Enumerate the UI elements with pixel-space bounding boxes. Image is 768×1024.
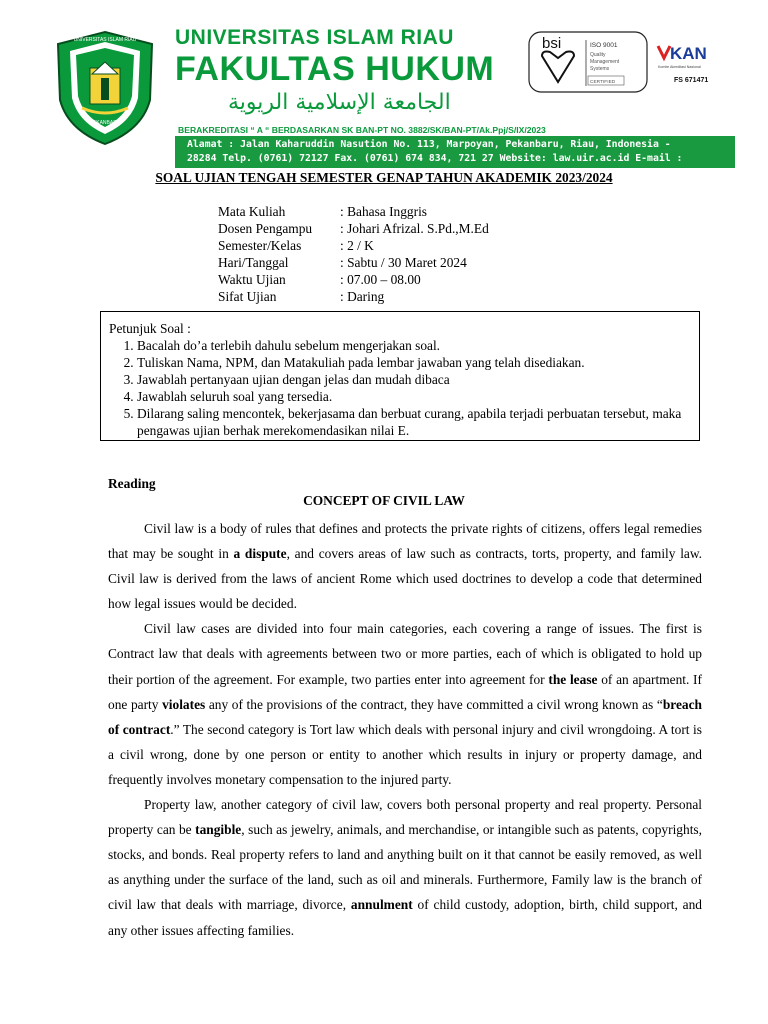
info-row bbox=[218, 288, 489, 305]
bold-term: breach of contract bbox=[108, 696, 702, 737]
iso-line: Management bbox=[590, 59, 620, 65]
iso-line: ISO 9001 bbox=[590, 42, 618, 49]
bold-term: a dispute bbox=[233, 546, 287, 562]
reading-label: Reading bbox=[108, 476, 156, 491]
accreditation-text: BERAKREDITASI “ A “ BERDASARKAN SK BAN-PT NO. 3882/SK/BAN-PT/Ak.Ppj/S/IX/2023 bbox=[178, 125, 546, 135]
university-logo bbox=[52, 30, 158, 146]
info-key: Waktu Ujian bbox=[218, 272, 286, 287]
text-run: Civil law is a body of rules that defines and protects the private rights of citizens, offers legal remedies that may be sought in bbox=[108, 521, 702, 562]
address-line: Alamat : Jalan Kaharuddin Nasution No. 113, Marpoyan, Pekanbaru, Riau, Indonesia - bbox=[187, 139, 671, 150]
text-run: .” The second category is Tort law which deals with personal injury and civil wrongdoing. A tort is a civil wrong, done by one person or entity to another which results in injury or property damage, and frequently involves monetary compensation to the injured party. bbox=[108, 721, 702, 787]
info-key: Sifat Ujian bbox=[218, 289, 277, 304]
university-name: UNIVERSITAS ISLAM RIAU bbox=[175, 26, 454, 49]
info-row bbox=[218, 254, 489, 271]
kan-check-icon bbox=[658, 46, 670, 58]
text-run: any of the provisions of the contract, they have committed a civil wrong known as “ bbox=[205, 696, 663, 712]
info-value: : Johari Afrizal. S.Pd.,M.Ed bbox=[340, 221, 489, 236]
iso-line: Systems bbox=[590, 66, 610, 72]
info-row bbox=[218, 203, 489, 220]
text-run: of child custody, adoption, birth, child support, and any other issues affecting families. bbox=[108, 897, 702, 938]
info-key: Mata Kuliah bbox=[218, 204, 286, 219]
instruction-item: 5. Dilarang saling mencontek, bekerjasama dan berbuat curang, apabila terjadi perbuatan tersebut, maka pengawas ujian berhak merekomendasikan nilai E. bbox=[137, 405, 691, 439]
bold-term: violates bbox=[162, 696, 206, 712]
iso-line: CERTIFIED bbox=[590, 80, 616, 85]
info-key: Semester/Kelas bbox=[218, 238, 302, 253]
bsi-label: bsi bbox=[542, 35, 562, 52]
text-run: Property law, another category of civil law, covers both personal property and real property. Personal property can be bbox=[108, 797, 702, 838]
info-key: Hari/Tanggal bbox=[218, 255, 289, 270]
heart-mark-icon bbox=[542, 52, 574, 83]
instruction-item: 2. Tuliskan Nama, NPM, dan Matakuliah pada lembar jawaban yang telah disediakan. bbox=[137, 354, 691, 371]
bold-term: tangible bbox=[195, 822, 242, 838]
kan-badge bbox=[656, 40, 736, 90]
info-row bbox=[218, 271, 489, 288]
info-value: : Bahasa Inggris bbox=[340, 204, 428, 219]
instruction-item: 1. Bacalah do’a terlebih dahulu sebelum mengerjakan soal. bbox=[137, 337, 691, 354]
paragraph bbox=[108, 516, 702, 616]
info-value: : Daring bbox=[340, 289, 385, 304]
instruction-item: 3. Jawablah pertanyaan ujian dengan jelas dan mudah dibaca bbox=[137, 371, 691, 388]
reading-body bbox=[108, 516, 702, 943]
info-value: : 2 / K bbox=[340, 238, 374, 253]
instruction-item: 4. Jawablah seluruh soal yang tersedia. bbox=[137, 388, 691, 405]
instructions-box bbox=[100, 311, 700, 441]
info-row bbox=[218, 220, 489, 237]
address-bar bbox=[175, 136, 735, 168]
bold-term: annulment bbox=[350, 897, 413, 913]
info-value: : 07.00 – 08.00 bbox=[340, 272, 421, 287]
arabic-name: الجامعة الإسلامية الريوية bbox=[228, 90, 451, 115]
reading-title: CONCEPT OF CIVIL LAW bbox=[303, 493, 465, 508]
iso-line: Quality bbox=[590, 52, 606, 58]
address-line: 28284 Telp. (0761) 72127 Fax. (0761) 674 834, 721 27 Website: law.uir.ac.id E-mail : bbox=[187, 153, 683, 164]
text-run: , and covers areas of law such as contracts, torts, property, and family law. Civil law is derived from the laws of ancient Rome which used doctrines to develop a code that determined how legal issues would be decided. bbox=[108, 546, 703, 612]
bold-term: the lease bbox=[548, 671, 598, 687]
faculty-name: FAKULTAS HUKUM bbox=[175, 50, 495, 88]
kan-label: KAN bbox=[670, 44, 707, 63]
info-key: Dosen Pengampu bbox=[218, 221, 313, 236]
text-run: Civil law cases are divided into four main categories, each covering a range of issues. The first is Contract law that deals with agreements between two or more parties, each of which is obligated to hold up their portion of the agreement. For example, two parties enter into agreement for bbox=[108, 621, 702, 687]
logo-text-bottom: PEKANBARU bbox=[89, 120, 121, 126]
instructions-heading: Petunjuk Soal : bbox=[109, 321, 191, 336]
text-run: of an apartment. If one party bbox=[108, 671, 702, 712]
info-value: : Sabtu / 30 Maret 2024 bbox=[340, 255, 467, 270]
logo-text-top: UNIVERSITAS ISLAM RIAU bbox=[73, 37, 137, 43]
text-run: , such as jewelry, animals, and merchandise, or intangible such as patents, copyrights, stocks, and bonds. Real property refers to land and anything built on it that cannot be easily removed, as well as anything under the surface of the land, such as oil and minerals. Furthermore, Family law is the branch of civil law that deals with marriage, divorce, bbox=[108, 822, 702, 913]
exam-info bbox=[218, 203, 489, 305]
paragraph bbox=[108, 792, 702, 943]
kan-sub: Komite Akreditasi Nasional bbox=[658, 65, 701, 69]
paragraph bbox=[108, 616, 702, 792]
kan-cert: FS 671471 bbox=[674, 77, 709, 84]
bsi-iso-badge bbox=[528, 30, 648, 94]
instructions-list bbox=[109, 337, 691, 439]
info-row bbox=[218, 237, 489, 254]
exam-title: SOAL UJIAN TENGAH SEMESTER GENAP TAHUN AKADEMIK 2023/2024 bbox=[155, 170, 613, 185]
